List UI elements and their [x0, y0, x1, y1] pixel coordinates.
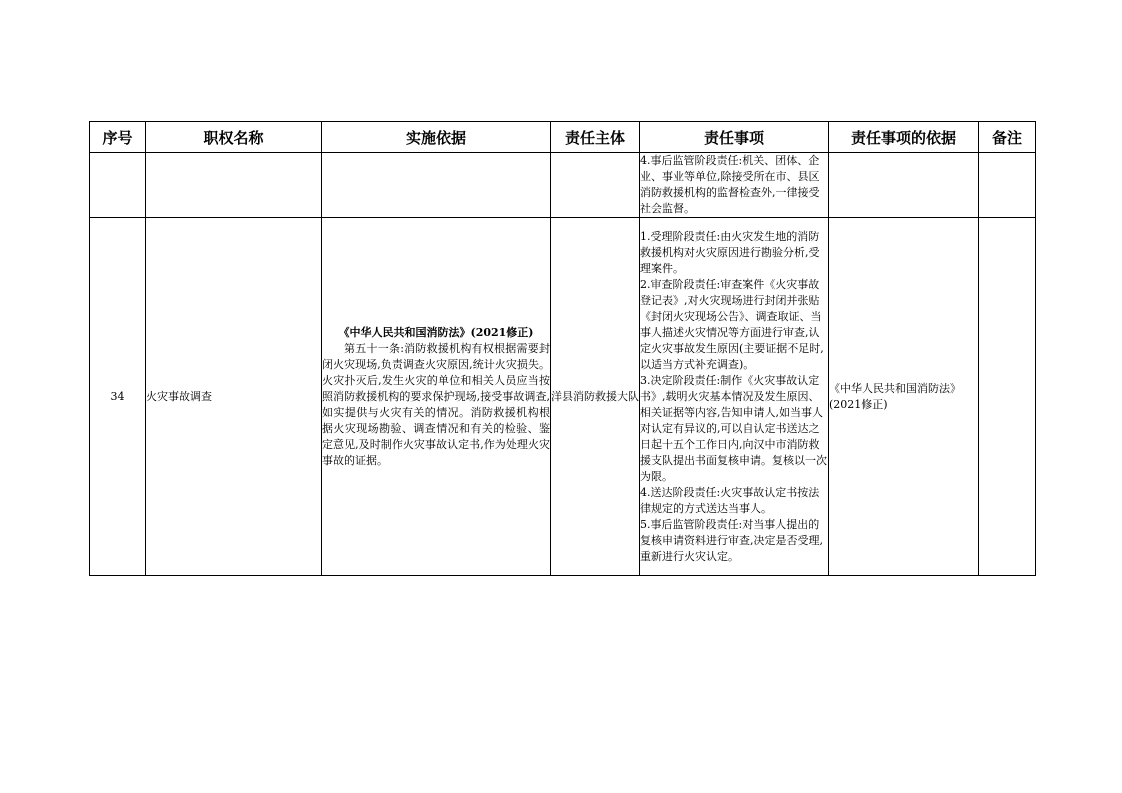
- table-row-34: [90, 218, 1036, 576]
- header-basis: 实施依据: [322, 122, 551, 153]
- item-accept: 1.受理阶段责任:由火灾发生地的消防救援机构对火灾原因进行勘验分析,受理案件。: [640, 229, 820, 275]
- item-review: 2.审查阶段责任:审查案件《火灾事故登记表》,对火灾现场进行封闭并张贴《封闭火灾现场公告》、调查取证、当事人描述火灾情况等方面进行审查,认定火灾事故发生原因(主要证据不足时,以适当方式补充调查)。: [640, 277, 824, 371]
- table-row-continued: [90, 153, 1036, 218]
- item-decide: 3.决定阶段责任:制作《火灾事故认定书》,载明火灾基本情况及发生原因、相关证据等内容,告知申请人,如当事人对认定有异议的,可以自认定书送达之日起十五个工作日内,向汉中市消防救援支队提出书面复核申请。复核以一次为限。: [640, 373, 827, 483]
- header-items: 责任事项: [640, 122, 829, 153]
- continued-duty-basis-cell: [829, 153, 979, 218]
- continued-basis-cell: [322, 153, 551, 218]
- row-remark: [979, 218, 1036, 576]
- item-deliver: 4.送达阶段责任:火灾事故认定书按法律规定的方式送达当事人。: [640, 485, 820, 515]
- item-supervise: 5.事后监管阶段责任:对当事人提出的复核申请资料进行审查,决定是否受理,重新进行火灾认定。: [640, 517, 823, 563]
- basis-article-text: 第五十一条:消防救援机构有权根据需要封闭火灾现场,负责调查火灾原因,统计火灾损失。火灾扑灭后,发生火灾的单位和相关人员应当按照消防救援机构的要求保护现场,接受事故调查,如实提供与火灾有关的情况。消防救援机构根据火灾现场勘验、调查情况和有关的检验、鉴定意见,及时制作火灾事故认定书,作为处理火灾事故的证据。: [322, 341, 550, 467]
- header-remark: 备注: [979, 122, 1036, 153]
- row-subject: 洋县消防救援大队: [551, 218, 640, 576]
- header-row: [90, 122, 1036, 153]
- duty-table: [89, 121, 1036, 576]
- header-index: 序号: [90, 122, 146, 153]
- continued-index-cell: [90, 153, 146, 218]
- row-items: [640, 218, 829, 576]
- continued-item-4: 4.事后监管阶段责任:机关、团体、企业、事业等单位,除接受所在市、县区消防救援机构的监督检查外,一律接受社会监督。: [640, 154, 820, 215]
- continued-subject-cell: [551, 153, 640, 218]
- header-subject: 责任主体: [551, 122, 640, 153]
- continued-remark-cell: [979, 153, 1036, 218]
- row-name: 火灾事故调查: [146, 218, 322, 576]
- continued-name-cell: [146, 153, 322, 218]
- basis-law-title: 《中华人民共和国消防法》(2021修正): [338, 325, 534, 339]
- row-duty-basis: 《中华人民共和国消防法》(2021修正): [829, 218, 979, 576]
- header-duty-basis: 责任事项的依据: [829, 122, 979, 153]
- row-basis: [322, 218, 551, 576]
- continued-items-cell: [640, 153, 829, 218]
- row-index: 34: [90, 218, 146, 576]
- header-name: 职权名称: [146, 122, 322, 153]
